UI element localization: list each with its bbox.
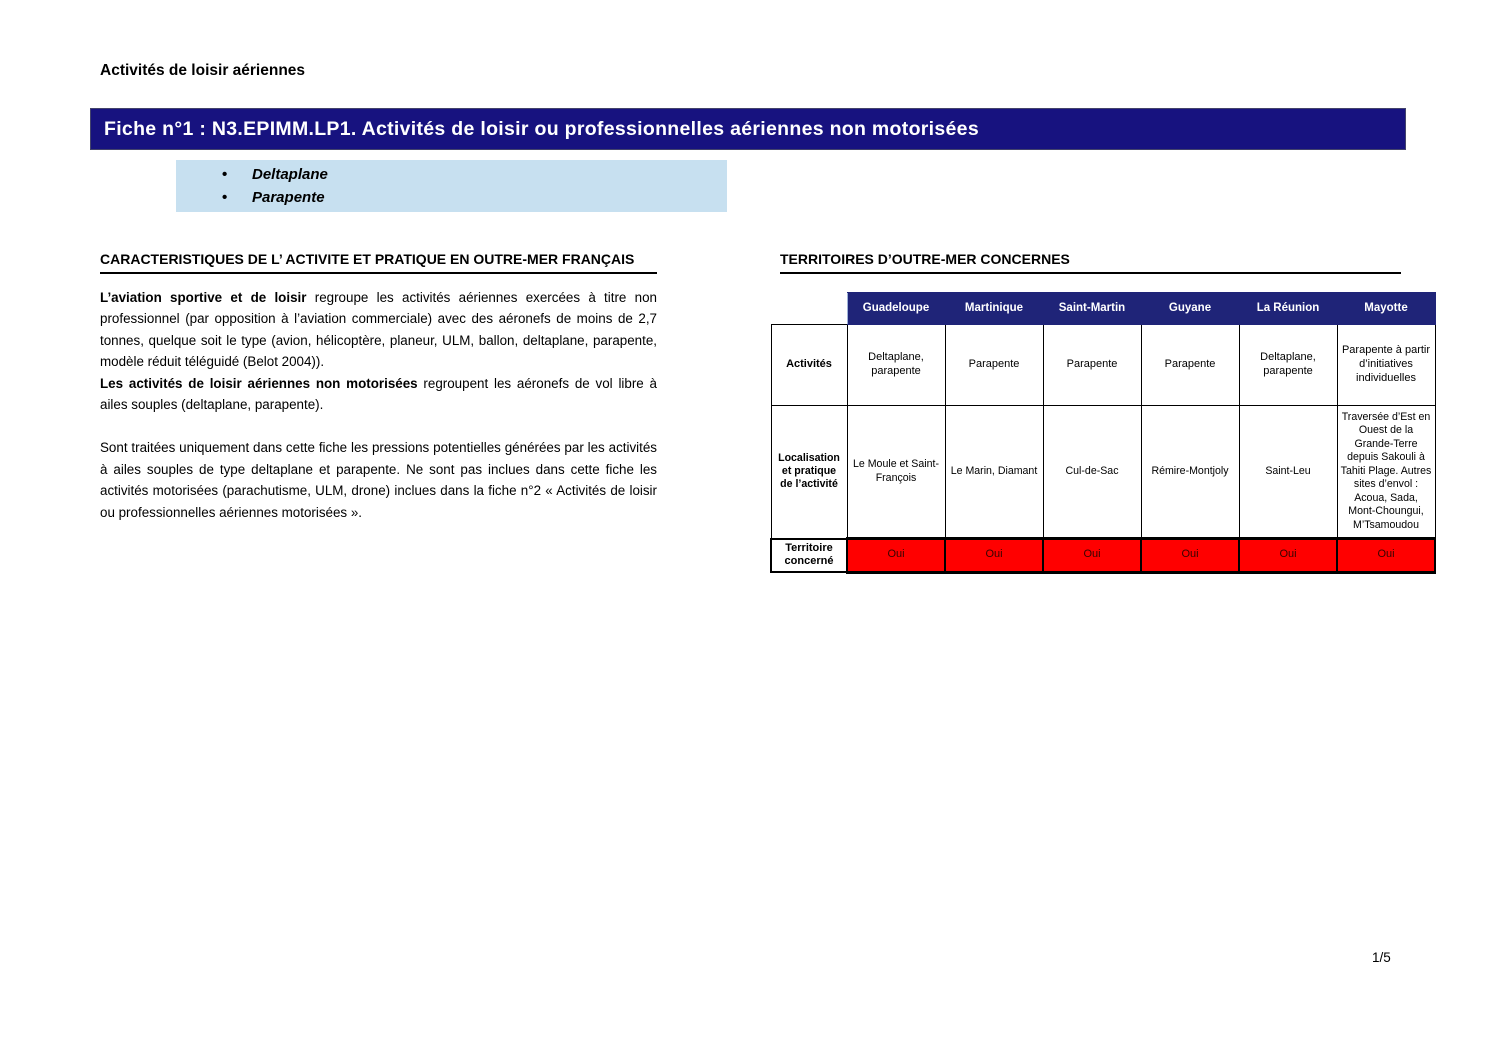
fiche-title-banner (90, 108, 1406, 150)
fiche-title-text: Fiche n°1 : N3.EPIMM.LP1. Activités de loisir ou professionnelles aériennes non motorisées (104, 118, 979, 140)
table-row-activites (771, 325, 1435, 406)
column-header-guyane: Guyane (1141, 293, 1239, 325)
table-cell: Deltaplane, parapente (1239, 325, 1337, 406)
territories-table-container (770, 292, 1436, 574)
bullet-label: Deltaplane (252, 166, 328, 183)
bullet-icon: • (222, 166, 228, 183)
list-item (176, 163, 727, 186)
table-cell: Le Moule et Saint-François (847, 406, 945, 539)
territories-table (770, 292, 1436, 574)
activity-bullet-box (176, 160, 727, 212)
table-cell: Parapente (1043, 325, 1141, 406)
caracteristiques-body (100, 287, 657, 523)
section-heading-territoires: TERRITOIRES D’OUTRE-MER CONCERNES (780, 251, 1401, 274)
column-header-mayotte: Mayotte (1337, 293, 1435, 325)
row-header-territoire-concerne: Territoire concerné (771, 539, 847, 573)
table-corner-cell (771, 293, 847, 325)
table-cell: Saint-Leu (1239, 406, 1337, 539)
territory-yes-cell: Oui (1239, 539, 1337, 573)
table-cell: Cul-de-Sac (1043, 406, 1141, 539)
territory-yes-cell: Oui (1141, 539, 1239, 573)
table-cell: Parapente (945, 325, 1043, 406)
table-header-row (771, 293, 1435, 325)
paragraph (100, 373, 657, 416)
table-row-territoire-concerne (771, 539, 1435, 573)
document-title: Activités de loisir aériennes (100, 62, 306, 79)
table-cell: Parapente (1141, 325, 1239, 406)
territory-yes-cell: Oui (1043, 539, 1141, 573)
territory-yes-cell: Oui (945, 539, 1043, 573)
paragraph-lead: Les activités de loisir aériennes non motorisées (100, 375, 418, 391)
bullet-label: Parapente (252, 189, 325, 206)
territory-yes-cell: Oui (1337, 539, 1435, 573)
column-header-guadeloupe: Guadeloupe (847, 293, 945, 325)
paragraph-text: regroupent les aéronefs de vol libre à ailes souples (deltaplane, parapente). (100, 375, 657, 413)
row-header-activites: Activités (771, 325, 847, 406)
table-cell: Traversée d’Est en Ouest de la Grande-Terre depuis Sakouli à Tahiti Plage. Autres sites d’envol : Acoua, Sada, Mont-Choungui, M’Tsamoudou (1337, 406, 1435, 539)
table-cell: Le Marin, Diamant (945, 406, 1043, 539)
bullet-icon: • (222, 189, 228, 206)
section-heading-caracteristiques: CARACTERISTIQUES DE L’ ACTIVITE ET PRATIQUE EN OUTRE-MER FRANÇAIS (100, 251, 657, 274)
paragraph (100, 287, 657, 373)
territory-yes-cell: Oui (847, 539, 945, 573)
table-cell: Parapente à partir d’initiatives individuelles (1337, 325, 1435, 406)
column-header-martinique: Martinique (945, 293, 1043, 325)
paragraph-text: regroupe les activités aériennes exercées à titre non professionnel (par opposition à l’aviation commerciale) avec des aéronefs de moins de 2,7 tonnes, quelque soit le type (avion, hélicoptère, planeur, ULM, ballon, deltaplane, parapente, modèle réduit téléguidé (Belot 2004)). (100, 290, 657, 370)
column-header-saint-martin: Saint-Martin (1043, 293, 1141, 325)
page-number: 1/5 (1372, 950, 1391, 965)
table-cell: Rémire-Montjoly (1141, 406, 1239, 539)
table-cell: Deltaplane, parapente (847, 325, 945, 406)
paragraph-lead: L’aviation sportive et de loisir (100, 290, 307, 305)
row-header-localisation: Localisation et pratique de l’activité (771, 406, 847, 539)
column-header-la-reunion: La Réunion (1239, 293, 1337, 325)
table-row-localisation (771, 406, 1435, 539)
paragraph: Sont traitées uniquement dans cette fiche les pressions potentielles générées par les activités à ailes souples de type deltaplane et parapente. Ne sont pas inclues dans cette fiche les activités motorisées (parachutisme, ULM, drone) inclues dans la fiche n°2 « Activités de loisir ou professionnelles aériennes motorisées ». (100, 440, 657, 520)
list-item (176, 186, 727, 209)
